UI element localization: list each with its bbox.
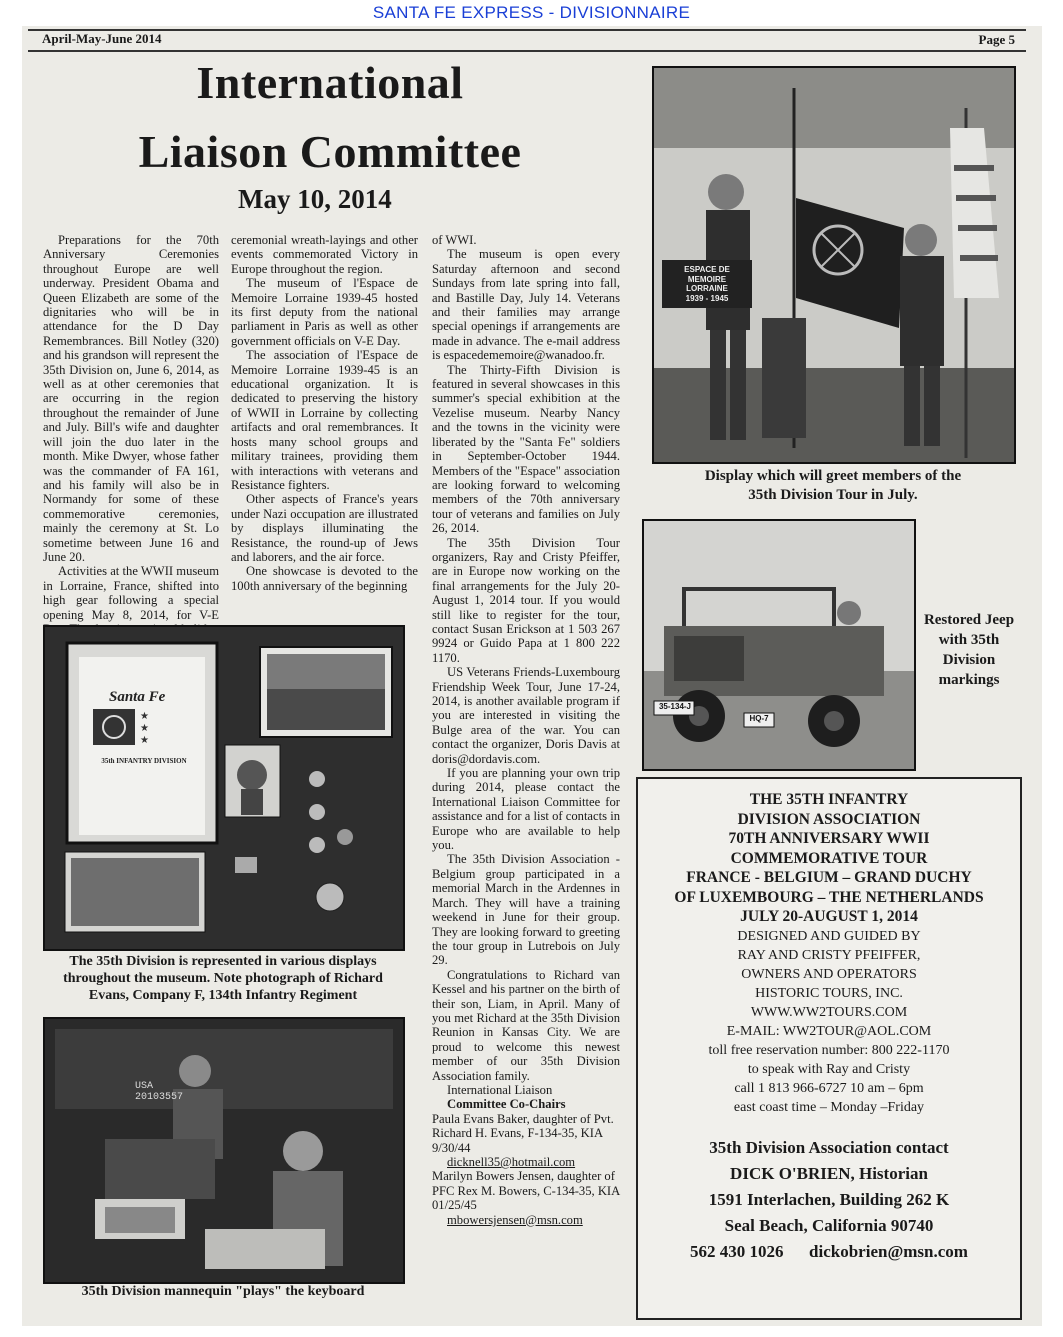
ad-heading-line: DIVISION ASSOCIATION (737, 810, 921, 828)
publication-banner: SANTA FE EXPRESS - DIVISIONNAIRE (372, 3, 691, 22)
email-link[interactable]: dicknell35@hotmail.com (447, 1155, 576, 1169)
article-title-line2: Liaison Committee (138, 126, 522, 177)
ad-heading-line: THE 35TH INFANTRY (749, 791, 909, 808)
ad-heading-line: 70TH ANNIVERSARY WWII (728, 830, 930, 847)
sign-line: ESPACE DE (684, 265, 730, 274)
sign-line: MEMOIRE (687, 274, 727, 284)
page-number: Page 5 (978, 32, 1015, 47)
caption-line: Display which will greet members of the (704, 468, 962, 484)
paragraph: If you are planning your own trip during 2014, please contact the International Liaison Committee for assistance and for a list of contacts in Europe who are available to help you. (432, 766, 620, 853)
ad-line: toll free reservation number: 800 222-1170 (708, 1042, 950, 1058)
tour-advertisement (636, 777, 1022, 1320)
svg-text:★: ★ (140, 735, 149, 746)
ad-tour-dates: JULY 20-AUGUST 1, 2014 (740, 908, 918, 925)
paragraph: Other aspects of France's years under Nazi occupation are illustrated by displays illuminating the Resistance, the round-up of Jews and laborers, and the air force. (231, 492, 418, 564)
issue-date: April-May-June 2014 (42, 31, 162, 46)
article-column-2 (231, 233, 418, 593)
museum-display-illustration (45, 627, 403, 949)
contact-phone-email[interactable]: 562 430 1026 dickobrien@msn.com (690, 1241, 968, 1261)
signature-line: Marilyn Bowers Jensen, daughter of PFC Rex M. Bowers, C-134-35, KIA 01/25/45 (432, 1169, 620, 1213)
caption-line: Evans, Company F, 134th Infantry Regiment (88, 988, 358, 1003)
museum-display-caption (40, 953, 406, 1004)
signature-line: International Liaison (447, 1082, 553, 1097)
jeep-bumper-plate: 35-134-J (658, 702, 692, 711)
ad-line: DESIGNED AND GUIDED BY (737, 928, 921, 944)
ad-line: OWNERS AND OPERATORS (741, 966, 917, 982)
museum-sign (666, 265, 748, 303)
contact-line: DICK O'BRIEN, Historian (730, 1163, 928, 1183)
ad-line: to speak with Ray and Cristy (747, 1061, 911, 1077)
sign-line: LORRAINE (686, 284, 728, 293)
ad-heading-line: OF LUXEMBOURG – THE NETHERLANDS (674, 888, 984, 906)
ad-heading-line: FRANCE - BELGIUM – GRAND DUCHY (686, 869, 972, 886)
paragraph: The Thirty-Fifth Division is featured in several showcases in this summer's special exhibition at the Vezelise museum. Nearby Nancy and the towns in the vicinity were liberated by the "Santa Fe" soldiers in September-October 1944. Members of the "Espace" association are looking forward to welcoming members of the 70th anniversary tour of veterans and families on July 26, 2014. (432, 362, 620, 536)
caption-line: 35th Division Tour in July. (748, 487, 918, 503)
paragraph: The museum of l'Espace de Memoire Lorraine 1939-45 hosted its first deputy from the national parliament in Paris as well as other government officials on V-E Day. (231, 276, 418, 348)
ad-line: call 1 813 966-6727 10 am – 6pm (734, 1080, 924, 1096)
ad-heading-line: COMMEMORATIVE TOUR (730, 849, 928, 867)
ad-line: east coast time – Monday –Friday (733, 1099, 925, 1115)
ad-email-link[interactable]: E-MAIL: WW2TOUR@AOL.COM (726, 1023, 932, 1039)
paragraph: ceremonial wreath-layings and other events commemorated Victory in Europe throughout the region. (231, 233, 418, 276)
paragraph: Congratulations to Richard van Kessel and his partner on the birth of their son, Liam, in April. Many of you met Richard at the 35th Division Reunion in Kansas City. We are proud to welcome this newest member of our 35th Division Association family. (432, 967, 620, 1083)
vehicle-stencil: USA 20103557 (135, 1081, 184, 1103)
jeep-photo (642, 519, 916, 771)
article-column-3 (432, 233, 620, 1227)
caption-line: throughout the museum. Note photograph of Richard (63, 971, 383, 986)
poster-title: Santa Fe (109, 689, 166, 705)
jeep-hq-marking: HQ-7 (749, 714, 769, 723)
article-column-1 (43, 233, 219, 651)
signature-line: Committee Co-Chairs (447, 1097, 566, 1112)
paragraph: The 35th Division Association - Belgium group participated in a memorial March in the Ardennes in March. They will have a training weekend in June for their group. They are looking forward to greeting the tour group in Lutrebois on July 29. (432, 852, 620, 968)
sign-line: 1939 - 1945 (685, 293, 729, 303)
poster-label: 35th INFANTRY DIVISION (101, 757, 187, 765)
paragraph: Preparations for the 70th Anniversary Ceremonies throughout Europe are well underway. President Obama and Queen Elizabeth are some of the dignitaries who will be in attendance for the D Day Remembrances. Bill Notley (320) and his grandson will represent the 35th Division on, June 6, 2014, as well as at other ceremonies that are occurring in the region throughout the remainder of June and July. Bill's wife and daughter will join the duo later in the month. Mike Dwyer, whose father was the commander of FA 161, and his family will also be in Normandy for some of these commemorative ceremonies, mainly the ceremony at St. Lo sometime between June 16 and June 20. (43, 233, 219, 564)
paragraph: Activities at the WWII museum in Lorraine, France, shifted into high gear following a special opening May 8, 2014, for V-E (43, 564, 219, 622)
ad-website-link[interactable]: WWW.WW2TOURS.COM (750, 1004, 908, 1020)
contact-line: Seal Beach, California 90740 (724, 1215, 934, 1235)
museum-display-photo (43, 625, 405, 951)
paragraph: The association of l'Espace de Memoire Lorraine 1939-45 is an educational organization. It is dedicated to preserving the history of WWII in Lorraine by collecting artifacts and oral remembrances. It hosts many school groups and military trainees, providing them with interactions with veterans and Resistance fighters. (231, 348, 418, 492)
paragraph: The museum is open every Saturday afternoon and second Sundays from late spring into fall, and Bastille Day, July 14. Veterans and their families may arrange special openings if arrangements are made in advance. The e-mail address is espacedememoire@wanadoo.fr. (432, 247, 620, 363)
contact-line: 1591 Interlachen, Building 262 K (708, 1189, 950, 1209)
jeep-caption: Restored Jeep with 35th Division markings (923, 612, 1015, 688)
mannequin-keyboard-photo (43, 1017, 405, 1284)
svg-text:★: ★ (140, 711, 149, 722)
jeep-illustration (644, 521, 914, 769)
caption-line: The 35th Division is represented in various displays (69, 954, 377, 969)
svg-text:★: ★ (140, 723, 149, 734)
paragraph: US Veterans Friends-Luxembourg Friendship Week Tour, June 17-24, 2014, is another available program if you are interested in visiting the Bulge area of the war. You can contact the organizer, Doris Davis at doris@dordavis.com. (432, 665, 620, 766)
mannequin-caption: 35th Division mannequin "plays" the keyboard (81, 1284, 365, 1299)
ad-line: HISTORIC TOURS, INC. (755, 985, 903, 1001)
article-title-line1: International (196, 57, 464, 108)
flags-display-caption (652, 467, 1014, 505)
flags-display-photo (652, 66, 1016, 464)
header-rule-top (28, 29, 1026, 31)
paragraph: The 35th Division Tour organizers, Ray and Cristy Pfeiffer, are in Europe now working on the final arrangements for the July 20-August 1, 2014 tour. If you would still like to register for the tour, contact Susan Erickson at 1 503 267 9924 or Guido Papa at 1 800 222 1170. (432, 535, 620, 665)
contact-line: 35th Division Association contact (709, 1137, 949, 1157)
paragraph: of WWI. (432, 233, 477, 247)
mannequin-illustration (45, 1019, 403, 1282)
paragraph: One showcase is devoted to the 100th anniversary of the beginning (231, 564, 418, 593)
signature-line: Paula Evans Baker, daughter of Pvt. Richard H. Evans, F-134-35, KIA 9/30/44 (432, 1111, 614, 1155)
article-date: May 10, 2014 (238, 184, 392, 214)
ad-line: RAY AND CRISTY PFEIFFER, (737, 947, 921, 963)
header-rule-bottom (28, 50, 1026, 52)
email-link[interactable]: mbowersjensen@msn.com (447, 1212, 583, 1227)
